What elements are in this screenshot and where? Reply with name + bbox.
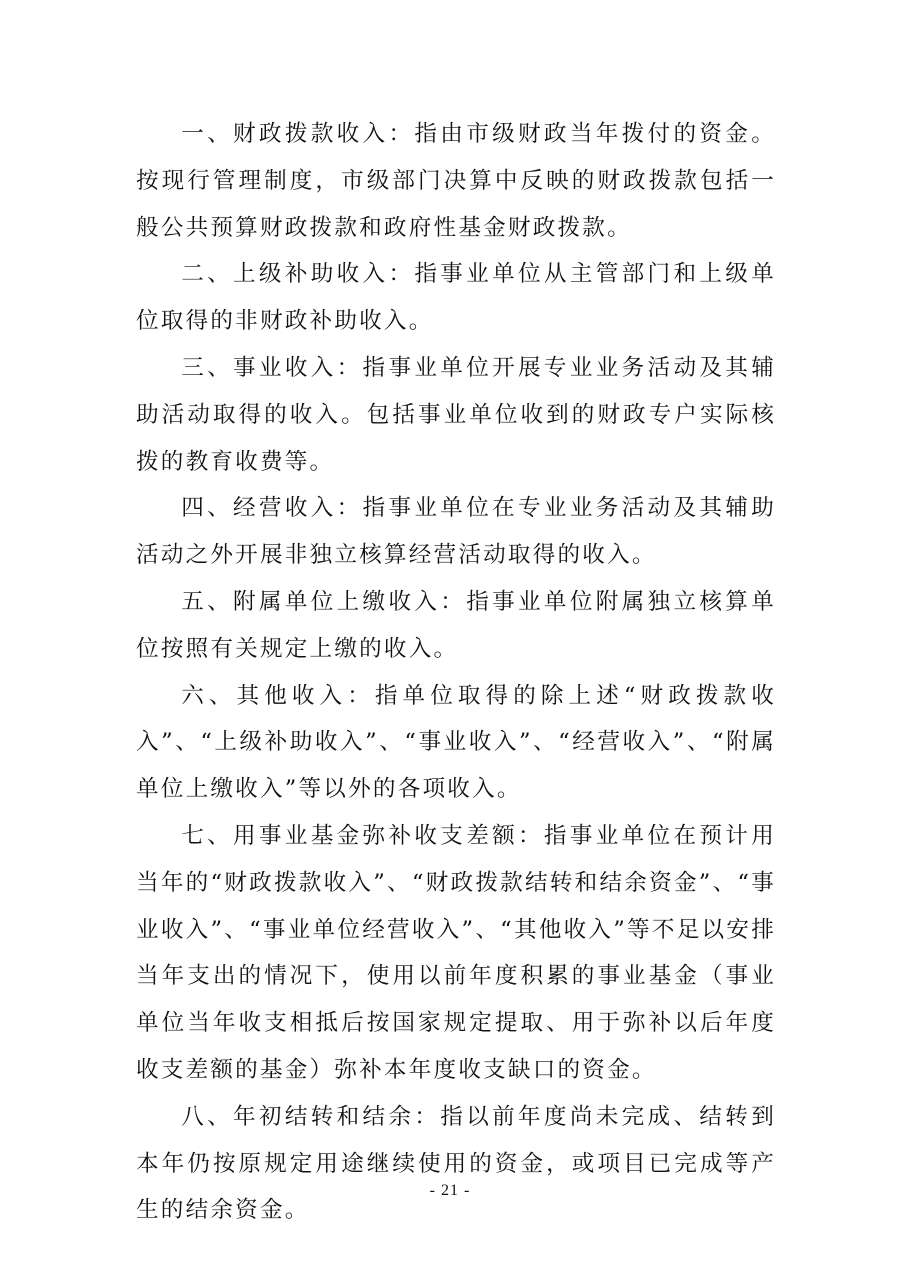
paragraph-carryover-and-surplus: 八、年初结转和结余：指以前年度尚未完成、结转到本年仍按原规定用途继续使用的资金，或项目已完成等产生的结余资金。 <box>136 1103 776 1224</box>
paragraph-fiscal-appropriation-income: 一、财政拨款收入：指由市级财政当年拨付的资金。按现行管理制度，市级部门决算中反映的财政拨款包括一般公共预算财政拨款和政府性基金财政拨款。 <box>136 121 776 241</box>
paragraph-operating-income: 四、经营收入：指事业单位在专业业务活动及其辅助活动之外开展非独立核算经营活动取得的收入。 <box>136 495 776 569</box>
document-body <box>136 111 776 1234</box>
paragraph-other-income: 六、其他收入：指单位取得的除上述“财政拨款收入”、“上级补助收入”、“事业收入”、“经营收入”、“附属单位上缴收入”等以外的各项收入。 <box>136 682 776 803</box>
paragraph-superior-subsidy-income: 二、上级补助收入：指事业单位从主管部门和上级单位取得的非财政补助收入。 <box>136 261 776 335</box>
paragraph-business-income: 三、事业收入：指事业单位开展专业业务活动及其辅助活动取得的收入。包括事业单位收到的财政专户实际核拨的教育收费等。 <box>136 354 776 475</box>
page-number: - 21 - <box>429 1182 471 1199</box>
paragraph-business-fund-balance: 七、用事业基金弥补收支差额：指事业单位在预计用当年的“财政拨款收入”、“财政拨款结转和结余资金”、“事业收入”、“事业单位经营收入”、“其他收入”等不足以安排当年支出的情况下，使用以前年度积累的事业基金（事业单位当年收支相抵后按国家规定提取、用于弥补以后年度收支差额的基金）弥补本年度收支缺口的资金。 <box>136 822 776 1083</box>
paragraph-affiliated-unit-income: 五、附属单位上缴收入：指事业单位附属独立核算单位按照有关规定上缴的收入。 <box>136 588 776 662</box>
